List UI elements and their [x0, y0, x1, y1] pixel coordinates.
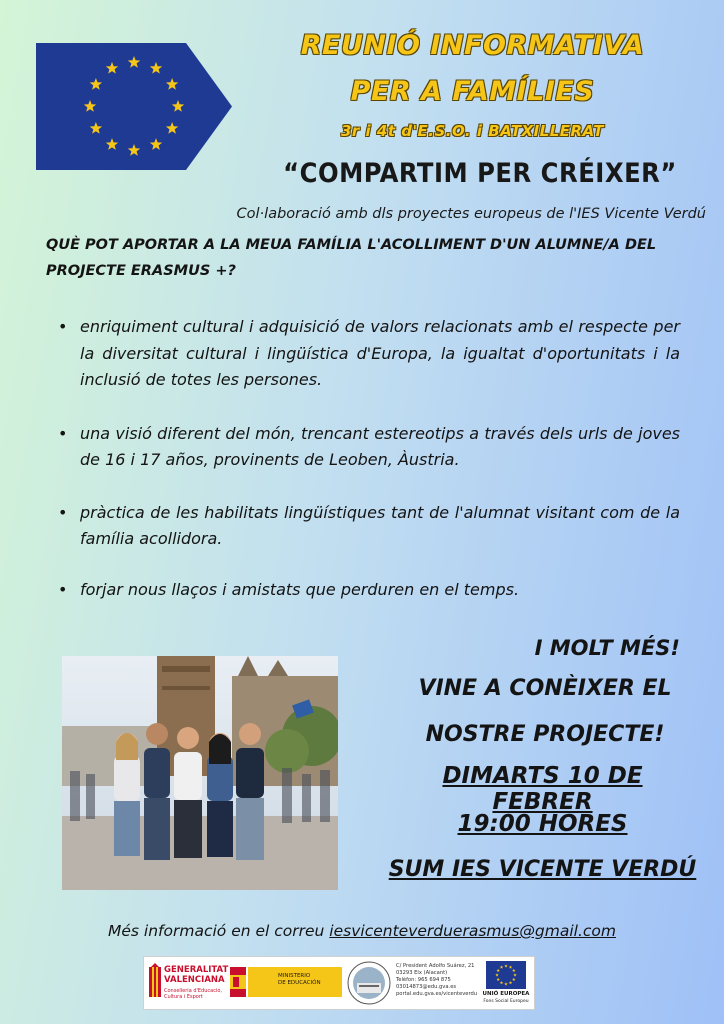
come-line-1: VINE A CONÈIXER EL — [418, 676, 672, 701]
gva-crest-icon — [148, 963, 162, 1001]
slogan: “COMPARTIM PER CRÉIXER” — [283, 158, 677, 189]
event-time: 19:00 HORES — [457, 811, 628, 837]
title-line-2: PER A FAMÍLIES — [350, 76, 595, 107]
collaboration-text: Col·laboració amb dls proyectes europeus de l'IES Vicente Verdú — [236, 206, 706, 222]
more-text: I MOLT MÉS! — [534, 636, 680, 660]
gva-name-line1: GENERALITAT — [164, 965, 229, 975]
school-city: 03293 Elx (Alacant) — [396, 970, 448, 976]
benefit-item: • una visió diferent del món, trencant estereotips a través dels urls de joves de 16 i 17 años, provinents de Leoben, Àustria. — [58, 421, 680, 474]
eu-logo-icon — [486, 961, 526, 989]
spain-crest-icon — [230, 967, 246, 997]
gva-department: Conselleria d'Educació, Cultura i Esport — [164, 988, 223, 1000]
school-web: portal.edu.gva.es/vicenteverdu — [396, 991, 478, 997]
more-info-line — [0, 922, 724, 940]
school-seal-icon — [347, 961, 391, 1005]
ministry-banner — [248, 967, 342, 997]
event-date: DIMARTS 10 DE FEBRER — [442, 763, 643, 815]
more-info-label: Més informació en el correu — [108, 922, 330, 940]
event-place: SUM IES VICENTE VERDÚ — [388, 857, 697, 882]
ministry-line2: DE EDUCACIÓN — [278, 980, 321, 986]
school-address: C/ President Adolfo Suárez, 21 — [396, 963, 475, 969]
eu-label: UNIÓ EUROPEA — [482, 991, 530, 997]
title-subtitle: 3r i 4t d'E.S.O. i BATXILLERAT — [340, 122, 605, 140]
contact-email-link[interactable]: iesvicenteverduerasmus@gmail.com — [329, 922, 616, 940]
students-photo — [62, 656, 338, 890]
school-email: 03014873@edu.gva.es — [396, 984, 457, 990]
eu-flag-image — [36, 43, 232, 170]
eu-fund-label: Fons Social Europeu — [483, 999, 529, 1004]
benefit-item: • pràctica de les habilitats lingüístiques tant de l'alumnat visitant com de la família acollidora. — [58, 500, 680, 553]
school-phone: Telèfon: 965 694 875 — [396, 977, 451, 983]
benefit-item: • enriquiment cultural i adquisició de valors relacionats amb el respecte per la diversitat cultural i lingüística d'Europa, la igualtat d'oportunitats i la inclusió de totes les persones. — [58, 314, 680, 394]
title-line-1: REUNIÓ INFORMATIVA — [300, 30, 645, 61]
question-heading: QUÈ POT APORTAR A LA MEUA FAMÍLIA L'ACOLLIMENT D'UN ALUMNE/A DEL PROJECTE ERASMUS +? — [46, 237, 657, 279]
come-line-2: NOSTRE PROJECTE! — [425, 722, 665, 747]
benefit-item: • forjar nous llaços i amistats que perduren en el temps. — [58, 577, 680, 604]
ministry-line1: MINISTERIO — [278, 973, 311, 979]
gva-name-line2: VALENCIANA — [164, 975, 225, 985]
benefits-list — [58, 314, 680, 629]
sponsor-logo-strip — [143, 956, 535, 1010]
